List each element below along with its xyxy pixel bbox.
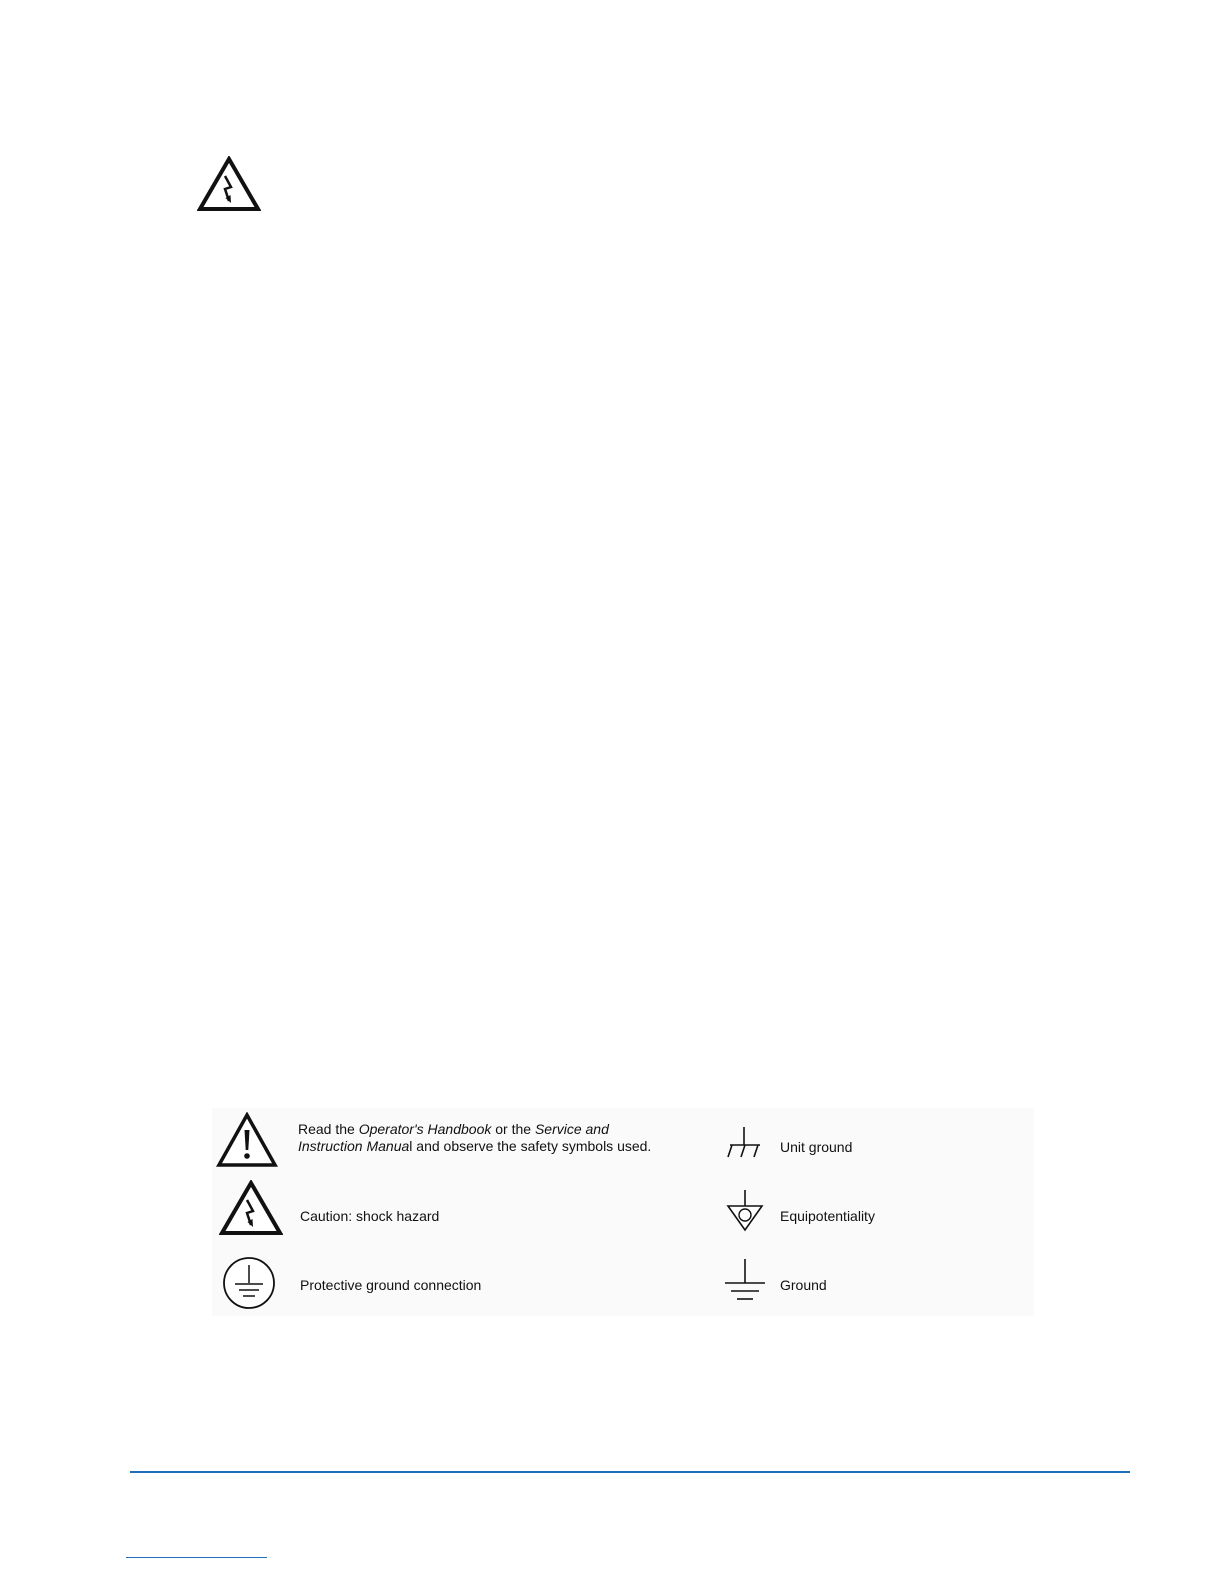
shock-hazard-icon: [197, 156, 261, 212]
unit-ground-icon: [724, 1125, 764, 1161]
symbol-label-read-manual: [298, 1121, 651, 1155]
symbol-label-equipotentiality: Equipotentiality: [780, 1208, 875, 1224]
read-manual-line-2: Instruction Manual and observe the safety symbols used.: [298, 1138, 652, 1154]
symbol-label-protective-ground: Protective ground connection: [300, 1277, 482, 1293]
warning-exclamation-icon: [216, 1112, 278, 1168]
symbol-label-shock-hazard: Caution: shock hazard: [300, 1208, 440, 1224]
symbol-label-unit-ground: Unit ground: [780, 1139, 853, 1155]
equipotentiality-icon: [725, 1188, 765, 1234]
ground-icon: [723, 1257, 767, 1303]
footnote-divider: [126, 1557, 267, 1558]
symbol-label-ground: Ground: [780, 1277, 827, 1293]
read-manual-line-1: Read the Operator's Handbook or the Service and: [298, 1121, 609, 1137]
footer-divider: [130, 1471, 1130, 1473]
shock-hazard-icon: [219, 1180, 283, 1236]
protective-ground-icon: [221, 1255, 277, 1311]
